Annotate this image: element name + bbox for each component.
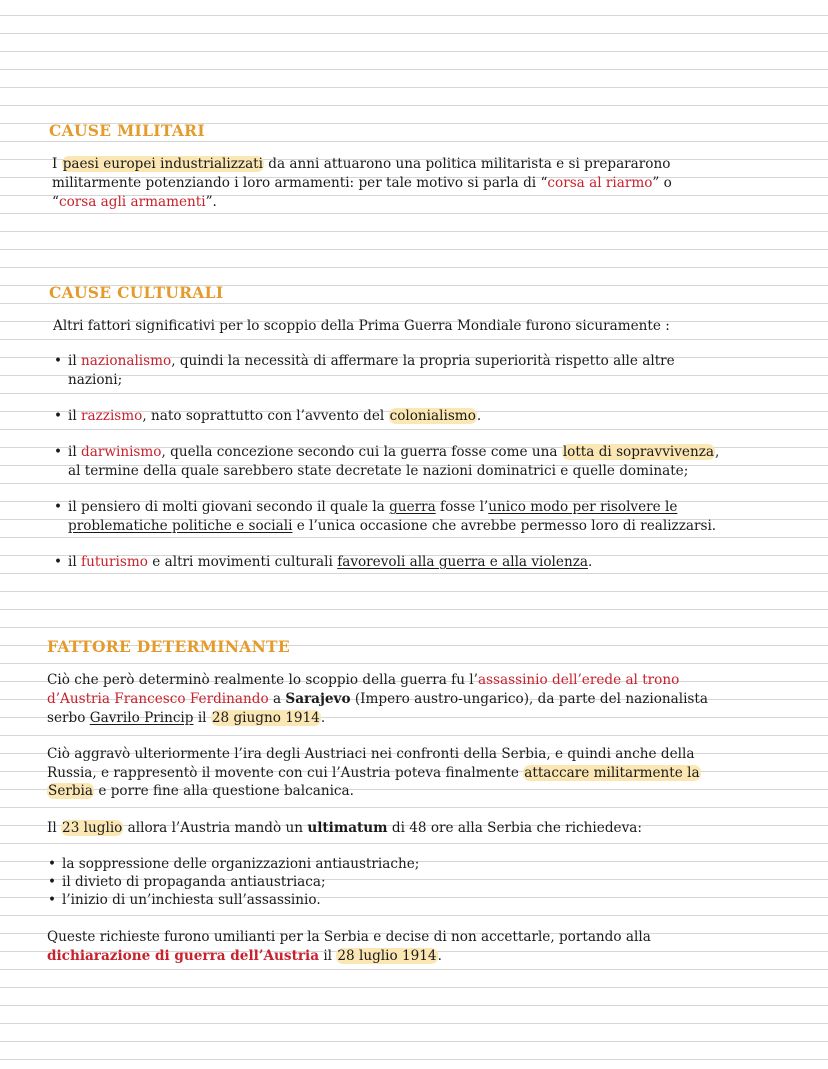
heading-fattore-determinante: FATTORE DETERMINANTE <box>47 637 290 656</box>
determinant-paragraph-line-2: d’Austria Francesco Ferdinando a Sarajevo (Impero austro-ungarico), da parte del nazionalista <box>47 691 708 707</box>
heading-cause-militari: CAUSE MILITARI <box>49 121 205 140</box>
list-item-continuation: problematiche politiche e sociali e l’unica occasione che avrebbe permesso loro di realizzarsi. <box>68 518 717 534</box>
military-paragraph-line-2: militarmente potenziando i loro armamenti: per tale motivo si parla di “corsa al riarmo” o <box>52 175 672 191</box>
list-item: • il darwinismo, quella concezione secondo cui la guerra fosse come una lotta di sopravvivenza, <box>54 444 720 460</box>
determinant-paragraph-line-1: Ciò che però determinò realmente lo scoppio della guerra fu l’assassinio dell’erede al trono <box>47 672 680 688</box>
list-item-continuation: al termine della quale sarebbero state decretate le nazioni dominatrici e quelle dominate; <box>68 463 689 479</box>
list-item-continuation: nazioni; <box>68 372 123 388</box>
list-item: • il divieto di propaganda antiaustriaca; <box>48 874 326 890</box>
cultural-intro: Altri fattori significativi per lo scoppio della Prima Guerra Mondiale furono sicuramente : <box>53 318 670 334</box>
list-item: • il razzismo, nato soprattutto con l’avvento del colonialismo. <box>54 408 482 424</box>
aggravation-paragraph-line-1: Ciò aggravò ulteriormente l’ira degli Austriaci nei confronti della Serbia, e quindi anche della <box>47 746 695 762</box>
list-item: • l’inizio di un’inchiesta sull’assassinio. <box>48 892 321 908</box>
list-item: • la soppressione delle organizzazioni antiaustriache; <box>48 856 420 872</box>
military-paragraph-line-3: “corsa agli armamenti”. <box>52 194 217 210</box>
aggravation-paragraph-line-2: Russia, e rappresentò il movente con cui l’Austria poteva finalmente attaccare militarmente la <box>47 765 700 781</box>
list-item: • il nazionalismo, quindi la necessità di affermare la propria superiorità rispetto alle altre <box>54 353 675 369</box>
military-paragraph-line-1: I paesi europei industrializzati da anni attuarono una politica militarista e si prepararono <box>52 156 671 172</box>
conclusion-paragraph-line-1: Queste richieste furono umilianti per la Serbia e decise di non accettarle, portando alla <box>47 929 651 945</box>
list-item: • il futurismo e altri movimenti culturali favorevoli alla guerra e alla violenza. <box>54 554 593 570</box>
list-item: • il pensiero di molti giovani secondo il quale la guerra fosse l’unico modo per risolvere le <box>54 499 678 515</box>
heading-cause-culturali: CAUSE CULTURALI <box>49 283 224 302</box>
determinant-paragraph-line-3: serbo Gavrilo Princip il 28 giugno 1914. <box>47 710 326 726</box>
ultimatum-paragraph: Il 23 luglio allora l’Austria mandò un ultimatum di 48 ore alla Serbia che richiedeva: <box>47 820 642 836</box>
aggravation-paragraph-line-3: Serbia e porre fine alla questione balcanica. <box>48 783 354 799</box>
conclusion-paragraph-line-2: dichiarazione di guerra dell’Austria il 28 luglio 1914. <box>47 948 442 964</box>
